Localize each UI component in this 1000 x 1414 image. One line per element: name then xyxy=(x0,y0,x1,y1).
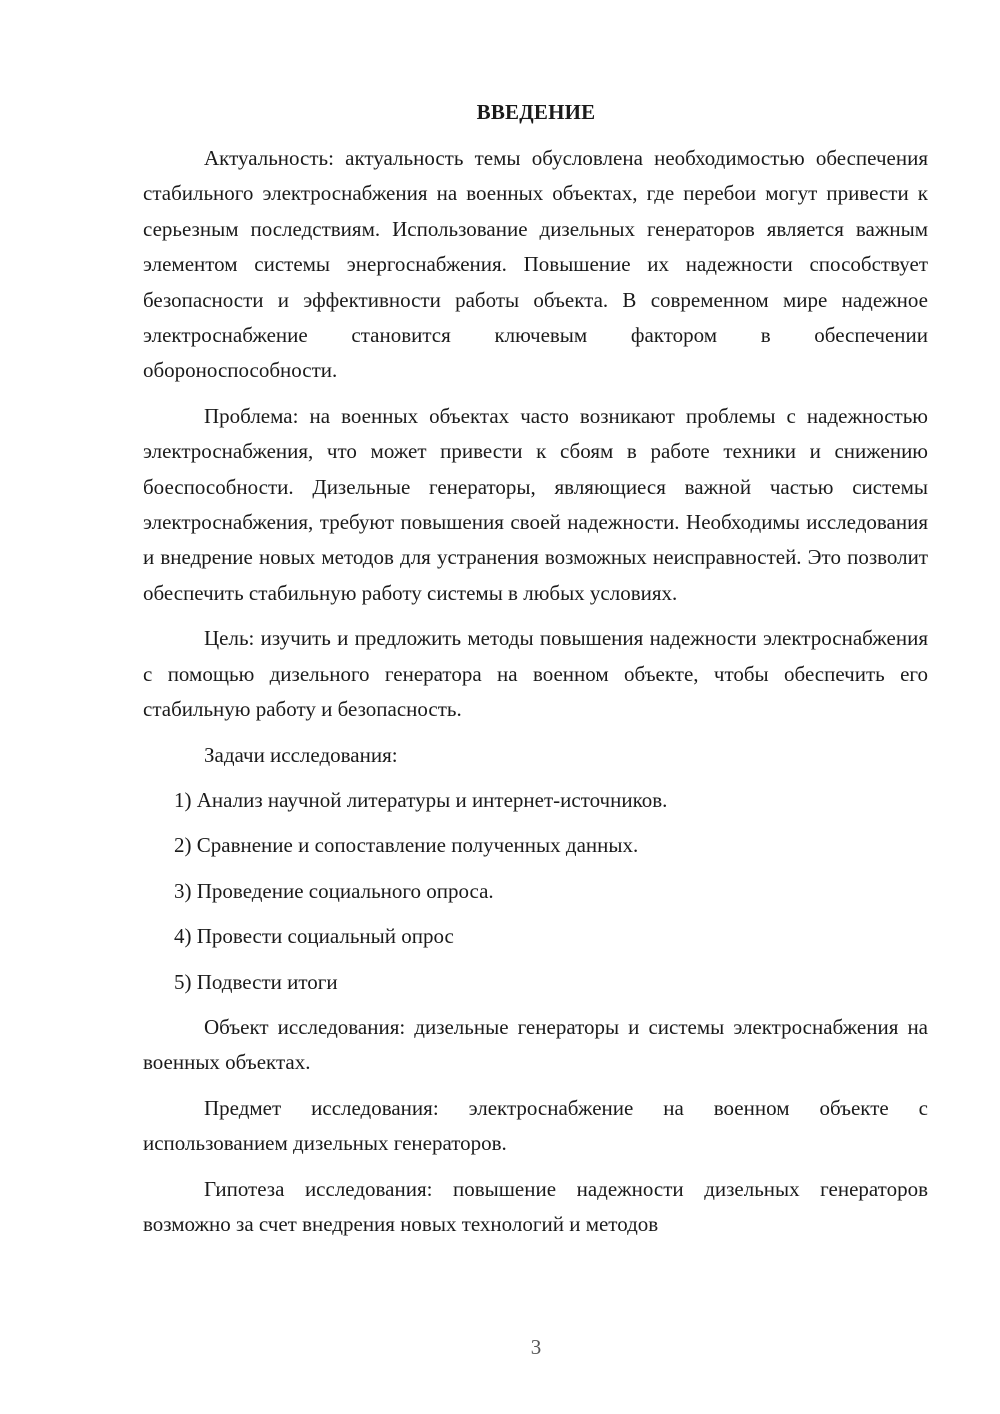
tasks-heading: Задачи исследования: xyxy=(204,742,398,767)
page-title: ВВЕДЕНИЕ xyxy=(476,100,596,124)
list-item: 5) Подвести итоги xyxy=(174,969,338,994)
problem-paragraph: Проблема: на военных объектах часто возникают проблемы с надежностью электроснабжения, что может привести к сбоям в работе техники и снижению боеспособности. Дизельные генераторы, являющиеся важной частью системы электроснабжения, требуют повышения своей надежности. Необходимы исследования и внедрение новых методов для устранения возможных неисправностей. Это позволит обеспечить стабильную работу системы в любых условиях. xyxy=(143,403,928,605)
research-subject-paragraph: Предмет исследования: электроснабжение на военном объекте с использованием дизельных генераторов. xyxy=(143,1095,928,1156)
list-item: 3) Проведение социального опроса. xyxy=(174,878,494,903)
tasks-list xyxy=(143,783,928,1000)
research-object-paragraph: Объект исследования: дизельные генераторы и системы электроснабжения на военных объектах. xyxy=(143,1014,928,1075)
list-item: 2) Сравнение и сопоставление полученных данных. xyxy=(174,833,639,858)
document-body xyxy=(143,141,928,1252)
hypothesis-paragraph: Гипотеза исследования: повышение надежности дизельных генераторов возможно за счет внедрения новых технологий и методов xyxy=(143,1176,928,1236)
relevance-paragraph: Актуальность: актуальность темы обусловлена необходимостью обеспечения стабильного электроснабжения на военных объектах, где перебои могут привести к серьезным последствиям. Использование дизельных генераторов является важным элементом системы энергоснабжения. Повышение их надежности способствует безопасности и эффективности работы объекта. В современном мире надежное электроснабжение становится ключевым фактором в обеспечении обороноспособности. xyxy=(143,146,928,383)
page-number: 3 xyxy=(530,1335,542,1359)
list-item: 4) Провести социальный опрос xyxy=(174,924,454,949)
list-item: 1) Анализ научной литературы и интернет-источников. xyxy=(174,787,668,812)
goal-paragraph: Цель: изучить и предложить методы повышения надежности электроснабжения с помощью дизельного генератора на военном объекте, чтобы обеспечить его стабильную работу и безопасность. xyxy=(143,626,928,722)
